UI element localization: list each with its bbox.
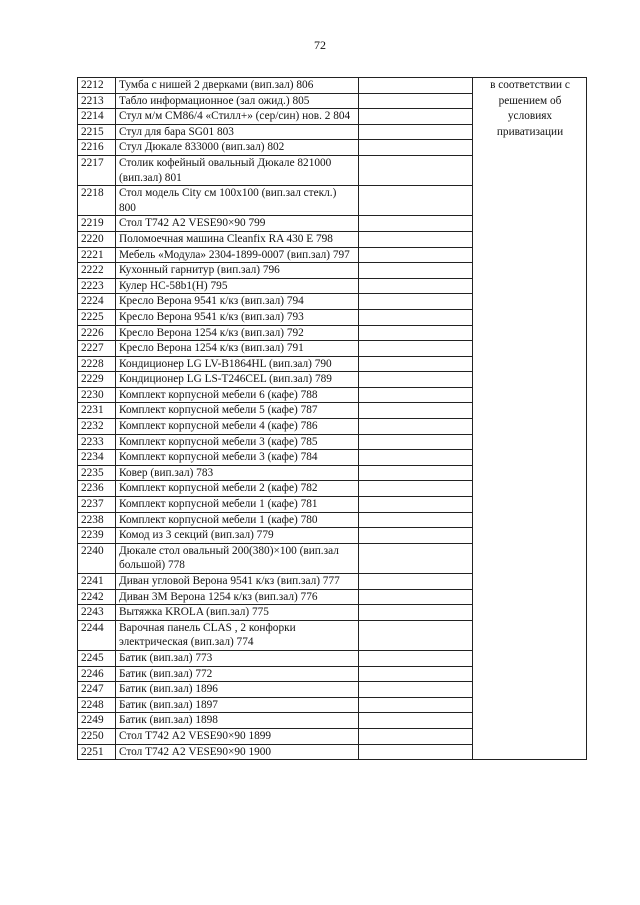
item-name: Батик (вип.зал) 1896 (116, 682, 359, 698)
item-name: Стол модель City см 100х100 (вип.зал стекл.) 800 (116, 186, 359, 216)
empty-cell (359, 713, 473, 729)
item-name: Кресло Верона 1254 к/кз (вип.зал) 791 (116, 341, 359, 357)
empty-cell (359, 247, 473, 263)
empty-cell (359, 497, 473, 513)
empty-cell (359, 650, 473, 666)
empty-cell (359, 419, 473, 435)
row-number: 2226 (78, 325, 116, 341)
empty-cell (359, 728, 473, 744)
empty-cell (359, 372, 473, 388)
row-number: 2249 (78, 713, 116, 729)
item-name: Батик (вип.зал) 1897 (116, 697, 359, 713)
item-name: Кулер HC-58b1(H) 795 (116, 278, 359, 294)
row-number: 2229 (78, 372, 116, 388)
item-name: Варочная панель CLAS , 2 конфорки электрическая (вип.зал) 774 (116, 620, 359, 650)
item-name: Кондиционер LG LS-T246CEL (вип.зал) 789 (116, 372, 359, 388)
empty-cell (359, 278, 473, 294)
row-number: 2212 (78, 78, 116, 94)
inventory-table (77, 77, 587, 760)
row-number: 2245 (78, 650, 116, 666)
item-name: Кресло Верона 1254 к/кз (вип.зал) 792 (116, 325, 359, 341)
item-name: Столик кофейный овальный Дюкале 821000 (вип.зал) 801 (116, 155, 359, 185)
item-name: Комплект корпусной мебели 4 (кафе) 786 (116, 419, 359, 435)
row-number: 2238 (78, 512, 116, 528)
empty-cell (359, 434, 473, 450)
item-name: Батик (вип.зал) 1898 (116, 713, 359, 729)
item-name: Диван угловой Верона 9541 к/кз (вип.зал) 777 (116, 574, 359, 590)
row-number: 2246 (78, 666, 116, 682)
row-number: 2230 (78, 387, 116, 403)
row-number: 2231 (78, 403, 116, 419)
item-name: Стул для бара SG01 803 (116, 124, 359, 140)
row-number: 2234 (78, 450, 116, 466)
row-number: 2216 (78, 140, 116, 156)
row-number: 2248 (78, 697, 116, 713)
row-number: 2220 (78, 231, 116, 247)
item-name: Дюкале стол овальный 200(380)×100 (вип.зал большой) 778 (116, 543, 359, 573)
item-name: Стол Т742 А2 VESE90×90 799 (116, 216, 359, 232)
item-name: Батик (вип.зал) 773 (116, 650, 359, 666)
row-number: 2228 (78, 356, 116, 372)
empty-cell (359, 403, 473, 419)
row-number: 2218 (78, 186, 116, 216)
empty-cell (359, 682, 473, 698)
empty-cell (359, 109, 473, 125)
item-name: Диван 3М Верона 1254 к/кз (вип.зал) 776 (116, 589, 359, 605)
row-number: 2243 (78, 605, 116, 621)
item-name: Поломоечная машина Cleanfix RA 430 E 798 (116, 231, 359, 247)
row-number: 2223 (78, 278, 116, 294)
row-number: 2251 (78, 744, 116, 760)
item-name: Вытяжка KROLA (вип.зал) 775 (116, 605, 359, 621)
empty-cell (359, 620, 473, 650)
privatization-note: в соответствии с решением об условиях приватизации (473, 78, 587, 760)
empty-cell (359, 124, 473, 140)
item-name: Стол Т742 А2 VESE90×90 1900 (116, 744, 359, 760)
item-name: Комплект корпусной мебели 2 (кафе) 782 (116, 481, 359, 497)
row-number: 2219 (78, 216, 116, 232)
item-name: Батик (вип.зал) 772 (116, 666, 359, 682)
empty-cell (359, 263, 473, 279)
item-name: Кондиционер LG LV-B1864HL (вип.зал) 790 (116, 356, 359, 372)
item-name: Кухонный гарнитур (вип.зал) 796 (116, 263, 359, 279)
empty-cell (359, 325, 473, 341)
row-number: 2214 (78, 109, 116, 125)
item-name: Стул Дюкале 833000 (вип.зал) 802 (116, 140, 359, 156)
empty-cell (359, 93, 473, 109)
empty-cell (359, 481, 473, 497)
item-name: Комплект корпусной мебели 3 (кафе) 785 (116, 434, 359, 450)
inventory-table-body (78, 78, 587, 760)
empty-cell (359, 155, 473, 185)
empty-cell (359, 666, 473, 682)
empty-cell (359, 605, 473, 621)
empty-cell (359, 543, 473, 573)
empty-cell (359, 231, 473, 247)
row-number: 2224 (78, 294, 116, 310)
item-name: Комплект корпусной мебели 1 (кафе) 781 (116, 497, 359, 513)
row-number: 2236 (78, 481, 116, 497)
empty-cell (359, 341, 473, 357)
item-name: Комод из 3 секций (вип.зал) 779 (116, 528, 359, 544)
row-number: 2235 (78, 465, 116, 481)
empty-cell (359, 744, 473, 760)
item-name: Стул м/м СМ86/4 «Стилл+» (сер/син) нов. 2 804 (116, 109, 359, 125)
row-number: 2250 (78, 728, 116, 744)
empty-cell (359, 512, 473, 528)
item-name: Кресло Верона 9541 к/кз (вип.зал) 794 (116, 294, 359, 310)
item-name: Кресло Верона 9541 к/кз (вип.зал) 793 (116, 309, 359, 325)
row-number: 2244 (78, 620, 116, 650)
item-name: Тумба с нишей 2 дверками (вип.зал) 806 (116, 78, 359, 94)
row-number: 2247 (78, 682, 116, 698)
empty-cell (359, 450, 473, 466)
empty-cell (359, 589, 473, 605)
empty-cell (359, 78, 473, 94)
row-number: 2239 (78, 528, 116, 544)
row-number: 2237 (78, 497, 116, 513)
empty-cell (359, 186, 473, 216)
row-number: 2227 (78, 341, 116, 357)
item-name: Табло информационное (зал ожид.) 805 (116, 93, 359, 109)
empty-cell (359, 528, 473, 544)
row-number: 2233 (78, 434, 116, 450)
empty-cell (359, 356, 473, 372)
row-number: 2215 (78, 124, 116, 140)
item-name: Комплект корпусной мебели 3 (кафе) 784 (116, 450, 359, 466)
row-number: 2241 (78, 574, 116, 590)
empty-cell (359, 387, 473, 403)
empty-cell (359, 574, 473, 590)
row-number: 2232 (78, 419, 116, 435)
row-number: 2213 (78, 93, 116, 109)
empty-cell (359, 216, 473, 232)
row-number: 2242 (78, 589, 116, 605)
empty-cell (359, 465, 473, 481)
item-name: Комплект корпусной мебели 5 (кафе) 787 (116, 403, 359, 419)
item-name: Стол Т742 А2 VESE90×90 1899 (116, 728, 359, 744)
row-number: 2217 (78, 155, 116, 185)
row-number: 2240 (78, 543, 116, 573)
item-name: Мебель «Модула» 2304-1899-0007 (вип.зал) 797 (116, 247, 359, 263)
empty-cell (359, 697, 473, 713)
page-number: 72 (314, 38, 326, 52)
item-name: Ковер (вип.зал) 783 (116, 465, 359, 481)
empty-cell (359, 309, 473, 325)
row-number: 2221 (78, 247, 116, 263)
item-name: Комплект корпусной мебели 1 (кафе) 780 (116, 512, 359, 528)
item-name: Комплект корпусной мебели 6 (кафе) 788 (116, 387, 359, 403)
table-row (78, 78, 587, 94)
empty-cell (359, 140, 473, 156)
row-number: 2225 (78, 309, 116, 325)
empty-cell (359, 294, 473, 310)
row-number: 2222 (78, 263, 116, 279)
